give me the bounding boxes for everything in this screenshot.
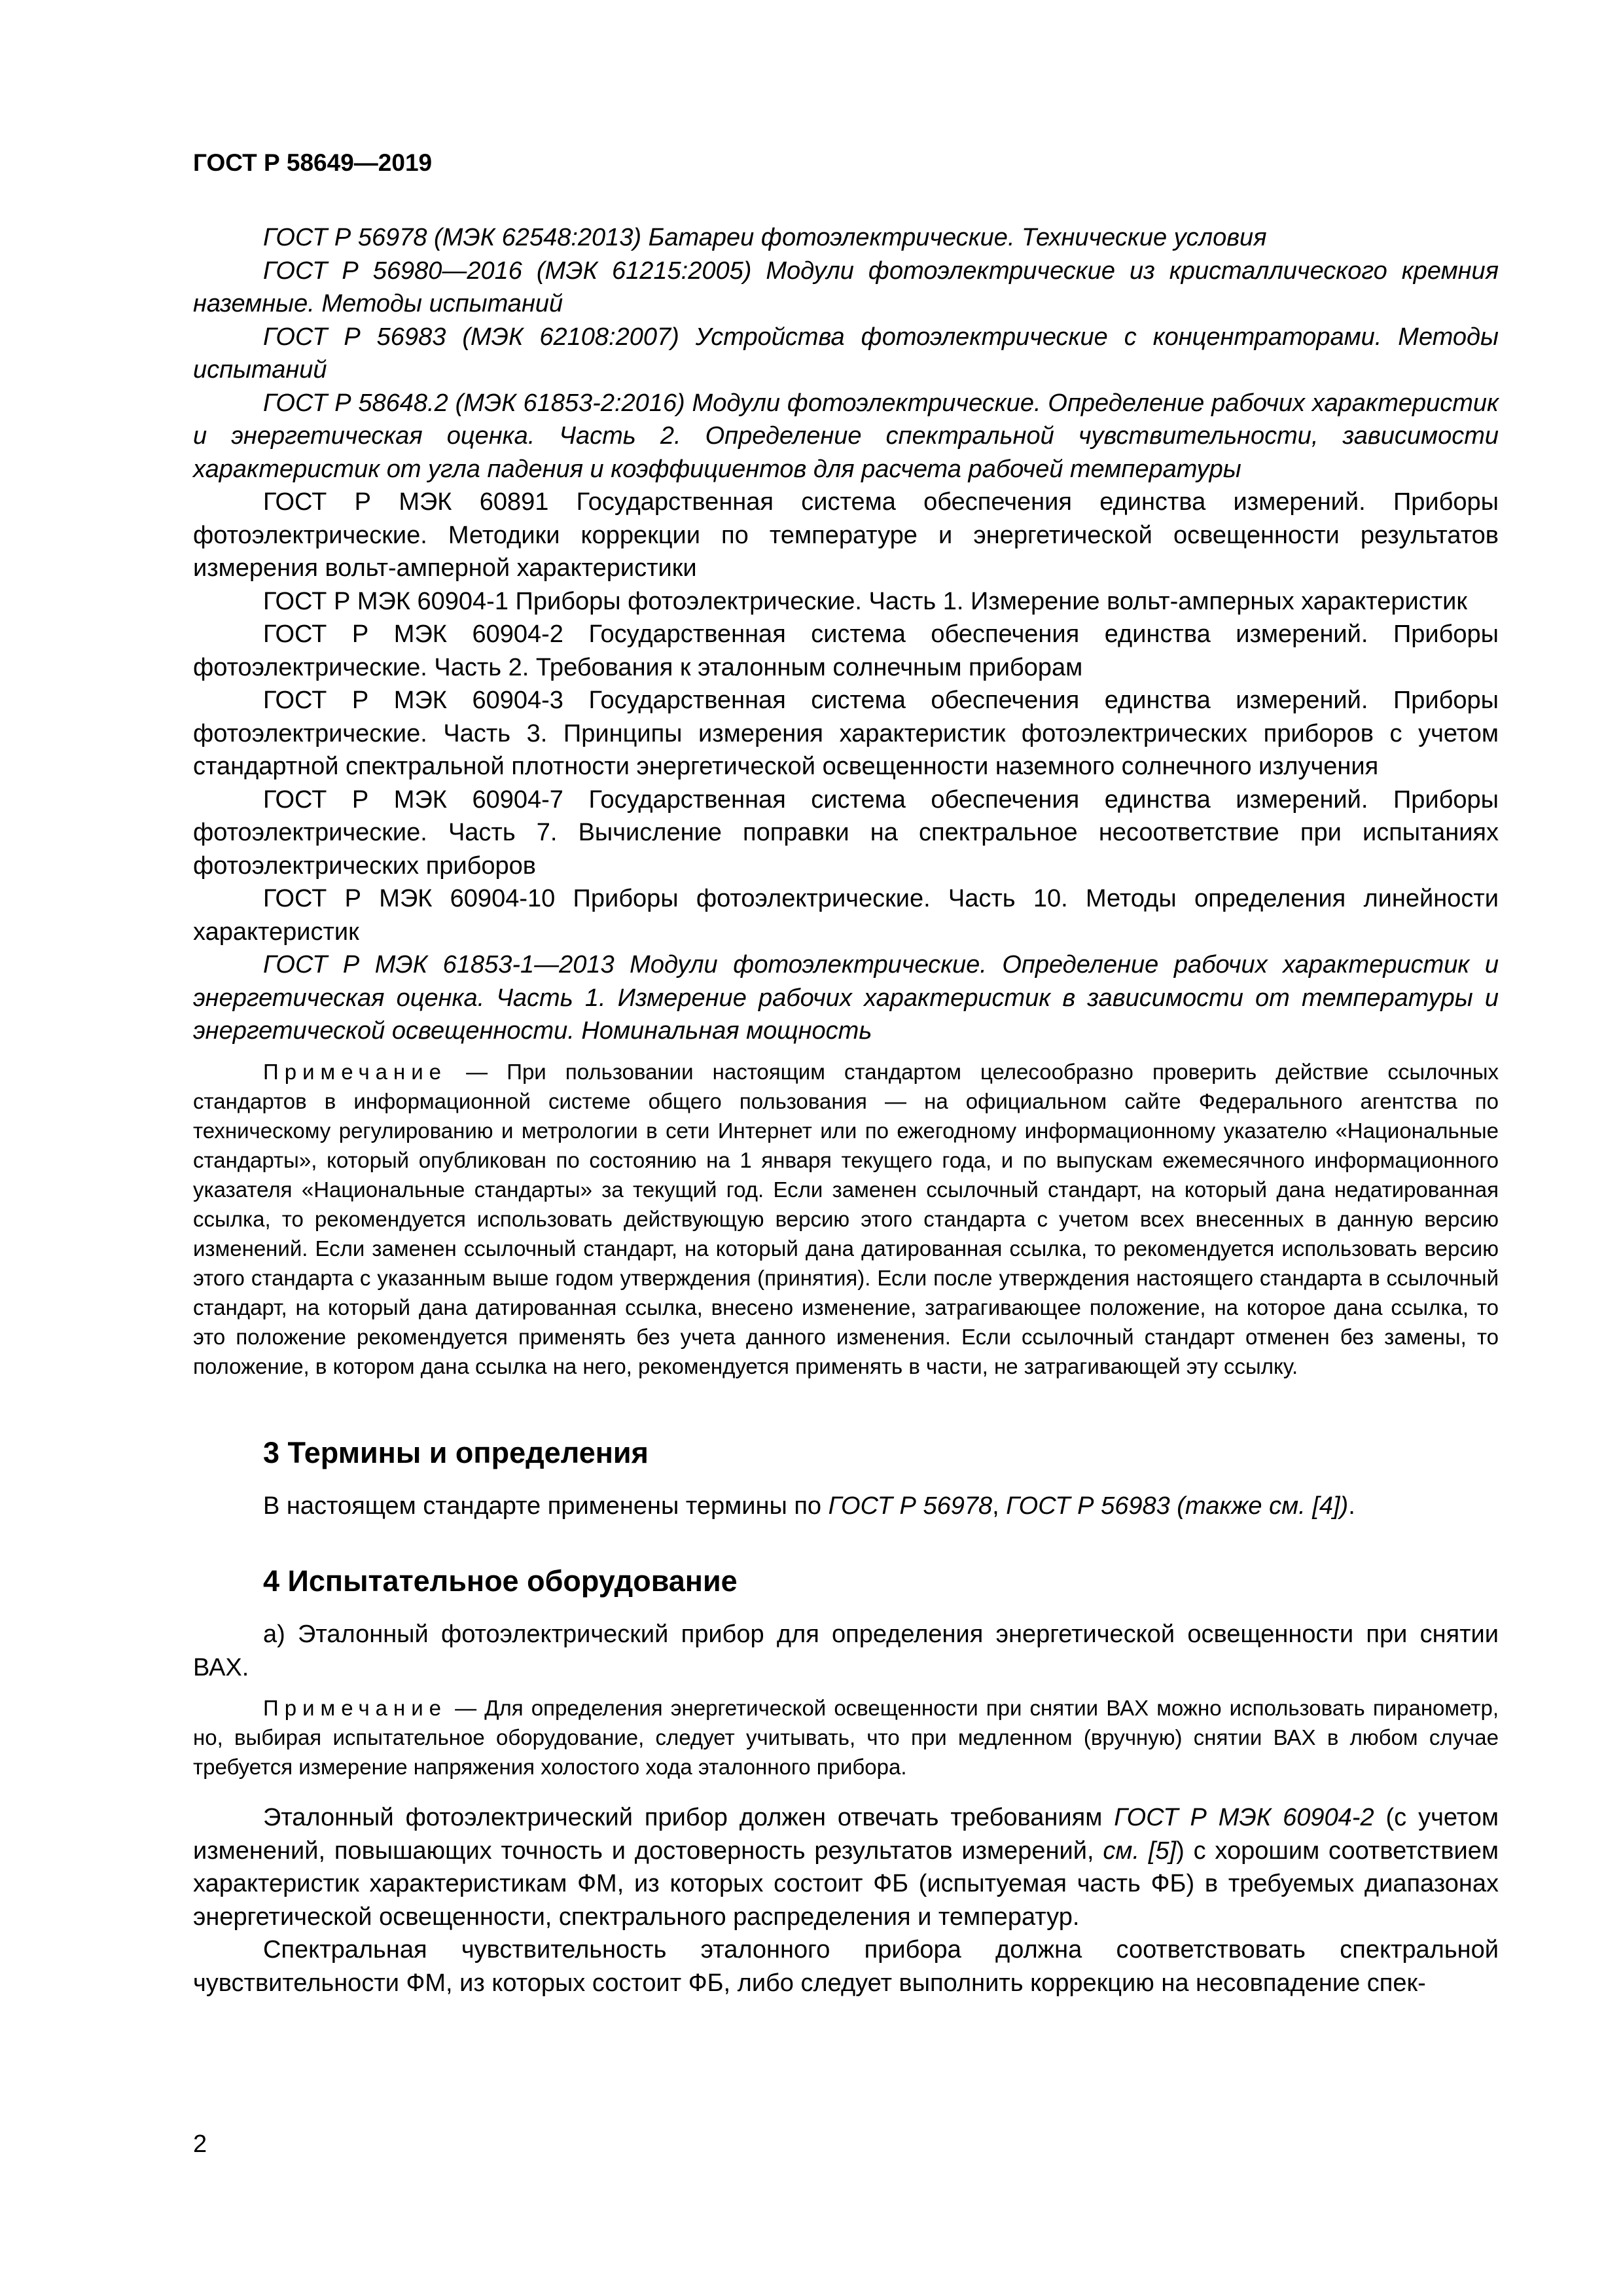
reference-item — [193, 321, 1499, 387]
section-4-paragraph — [193, 1933, 1499, 2000]
reference-item — [193, 255, 1499, 321]
section-3-text — [193, 1490, 1499, 1523]
italic-text: ГОСТ Р 56978 — [828, 1492, 993, 1520]
note-references — [193, 1057, 1499, 1381]
document-body — [193, 221, 1499, 2000]
page-number: 2 — [193, 2130, 207, 2158]
note-text: — При пользовании настоящим стандартом целесообразно проверить действие ссылочных стандартов в информационной системе общего пользования — на официальном сайте Федерального агентства по техническому регулированию и метрологии в сети Интернет или по ежегодному информационному указателю «Национальные стандарты», который опубликован по состоянию на 1 января текущего года, и по выпускам ежемесячного информационного указателя «Национальные стандарты» за текущий год. Если заменен ссылочный стандарт, на который дана недатированная ссылка, то рекомендуется использовать действующую версию этого стандарта с учетом всех внесенных в данную версию изменений. Если заменен ссылочный стандарт, на который дана датированная ссылка, то рекомендуется использовать версию этого стандарта с указанным выше годом утверждения (принятия). Если после утверждения настоящего стандарта в ссылочный стандарт, на который дана датированная ссылка, внесено изменение, затрагивающее положение, на которое дана ссылка, то это положение рекомендуется применять без учета данного изменения. Если ссылочный стандарт отменен без замены, то положение, в котором дана ссылка на него, рекомендуется применять в части, не затрагивающей эту ссылку. — [193, 1059, 1499, 1378]
italic-text: ГОСТ Р МЭК 61853-1—2013 Модули фотоэлектрические. Определение рабочих характеристик и энергетическая оценка. Часть 1. Измерение рабочих характеристик в зависимости от температуры и энергетической освещенности. Номинальная мощность — [193, 951, 1499, 1045]
italic-text: ГОСТ Р 56978 (МЭК 62548:2013) Батареи фотоэлектрические. Технические условия — [263, 224, 1267, 251]
section-3-heading: 3 Термины и определения — [263, 1435, 649, 1469]
reference-item — [193, 684, 1499, 783]
reference-item — [193, 948, 1499, 1048]
text-run: , — [992, 1492, 1007, 1520]
italic-text: ГОСТ Р 56983 (также см. [4]) — [1006, 1492, 1349, 1520]
note-text: — Для определения энергетической освещенности при снятии ВАХ можно использовать пиранометр, но, выбирая испытательное оборудование, следует учитывать, что при медленном (вручную) снятии ВАХ в любом случае требуется измерение напряжения холостого хода эталонного прибора. — [193, 1696, 1499, 1779]
italic-text: ГОСТ Р 56980—2016 (МЭК 61215:2005) Модули фотоэлектрические из кристаллического кремния наземные. Методы испытаний — [193, 257, 1499, 317]
italic-text: ГОСТ Р МЭК 60904-2 — [1114, 1804, 1374, 1831]
reference-item — [193, 486, 1499, 585]
text-run: ГОСТ Р МЭК 60904-3 Государственная система обеспечения единства измерений. Приборы фотоэлектрические. Часть 3. Принципы измерения характеристик фотоэлектрических приборов с учетом стандартной спектральной плотности энергетической освещенности наземного солнечного излучения — [193, 687, 1499, 780]
text-run: ГОСТ Р МЭК 60891 Государственная система обеспечения единства измерений. Приборы фотоэлектрические. Методики коррекции по температуре и энергетической освещенности результатов измерения вольт-амперной характеристики — [193, 488, 1499, 582]
reference-item — [193, 387, 1499, 486]
text-run: Эталонный фотоэлектрический прибор должен отвечать требованиям — [263, 1804, 1115, 1831]
text-run: В настоящем стандарте применены термины по — [263, 1492, 829, 1520]
text-run: ГОСТ Р МЭК 60904-2 Государственная система обеспечения единства измерений. Приборы фотоэлектрические. Часть 2. Требования к эталонным солнечным приборам — [193, 620, 1499, 681]
note-label: Примечание — [263, 1059, 448, 1084]
reference-item — [193, 783, 1499, 883]
reference-item — [193, 585, 1499, 619]
note-equipment — [193, 1693, 1499, 1782]
document-header: ГОСТ Р 58649—2019 — [193, 149, 433, 176]
normative-references — [193, 221, 1499, 1048]
reference-item — [193, 882, 1499, 948]
text-run: ) с хорошим соответствием характеристик характеристикам ФМ, из которых состоит ФБ (испытуемая часть ФБ) в требуемых диапазонах энергетической освещенности, спектрального распределения и температур. — [193, 1837, 1499, 1931]
note-label: Примечание — [263, 1696, 448, 1720]
text-run: Спектральная чувствительность эталонного прибора должна соответствовать спектральной чувствительности ФМ, из которых состоит ФБ, либо следует выполнить коррекцию на несовпадение спек- — [193, 1936, 1499, 1997]
text-run: (с учетом изменений, повышающих точность и достоверность результатов измерений, — [193, 1804, 1499, 1865]
section-4-paragraph — [193, 1801, 1499, 1933]
section-4-heading: 4 Испытательное оборудование — [263, 1564, 738, 1598]
italic-text: ГОСТ Р 56983 (МЭК 62108:2007) Устройства фотоэлектрические с концентраторами. Методы испытаний — [193, 323, 1499, 384]
section-4-item-a — [193, 1618, 1499, 1684]
italic-text: см. [5] — [1103, 1837, 1177, 1865]
text-run: ГОСТ Р МЭК 60904-7 Государственная система обеспечения единства измерений. Приборы фотоэлектрические. Часть 7. Вычисление поправки на спектральное несоответствие при испытаниях фотоэлектрических приборов — [193, 785, 1499, 880]
reference-item — [193, 221, 1499, 255]
text-run: а) Эталонный фотоэлектрический прибор для определения энергетической освещенности при снятии ВАХ. — [193, 1621, 1499, 1681]
reference-item — [193, 618, 1499, 684]
text-run: . — [1348, 1492, 1355, 1520]
text-run: ГОСТ Р МЭК 60904-1 Приборы фотоэлектрические. Часть 1. Измерение вольт-амперных характеристик — [263, 587, 1467, 615]
italic-text: ГОСТ Р 58648.2 (МЭК 61853-2:2016) Модули фотоэлектрические. Определение рабочих характеристик и энергетическая оценка. Часть 2. Определение спектральной чувствительности, зависимости характеристик от угла падения и коэффициентов для расчета рабочей температуры — [193, 389, 1499, 483]
text-run: ГОСТ Р МЭК 60904-10 Приборы фотоэлектрические. Часть 10. Методы определения линейности характеристик — [193, 885, 1499, 946]
